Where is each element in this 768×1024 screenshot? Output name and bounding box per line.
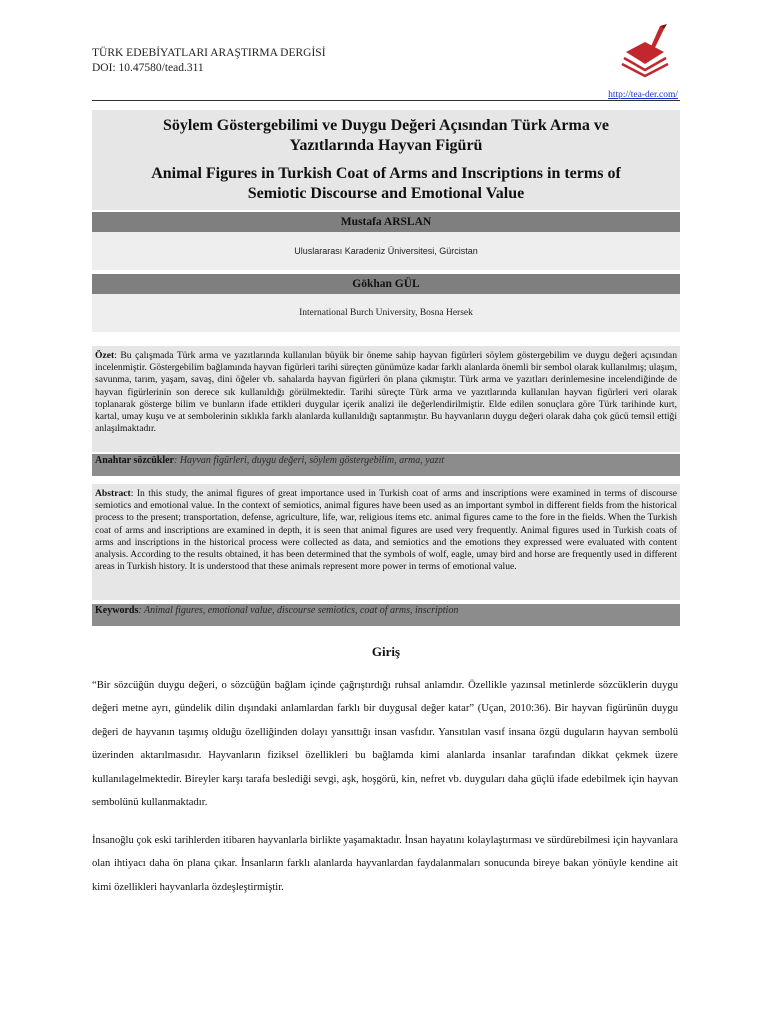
journal-url-link[interactable]: http://tea-der.com/ [608, 90, 678, 100]
ozet-text: : Bu çalışmada Türk arma ve yazıtlarında kullanılan büyük bir öneme sahip hayvan figürleri söylem göstergebilim ve duygu değeri açısından incelenmiştir. Göstergebilim bağlamında hayvan figürleri tarihi süreçten günümüze kadar farklı alanlarda önemli bir sembol olarak kullanılmış; ulaşım, savunma, tarım, yaşam, savaş, dini öğeler vb. sahalarda hayvan figürleri ön plana çıkmıştır. Türk arma ve yazıtları derinlemesine incelendiğinde de hayvan figürlerinin son derece sık kullanıldığı görülmektedir. Tarihi süreçte Türk arma ve yazıtlarında kullanılan hayvan figürleri veri olarak toplanarak gösterge bilim ve bunların ifade ettikleri duygular içerik analizi ile değerlendirilmiştir. Elde edilen sonuçlara göre Türk tarihinde kurt, kartal, umay kuşu ve at sembolerinin sıklıkla farklı alanlarda kullanıldığı saptanmıştır. Bu hayvanların duygu değeri olarak daha çok gücü temsil ettiği anlaşılmaktadır. [95, 350, 677, 435]
anahtar-text: : Hayvan figürleri, duygu değeri, söylem göstergebilim, arma, yazıt [173, 455, 445, 466]
body-paragraph: İnsanoğlu çok eski tarihlerden itibaren hayvanlarla birlikte yaşamaktadır. İnsan hayatını kolaylaştırması ve sürdürebilmesi için hayvanlara olan ihtiyacı daha ön plana çıkar. İnsanların farklı alanlarda hayvanlardan faydalanmaları sonucunda bireye bakan yönüyle kendine ait kimi özellikleri hayvanlarla özdeşleştirmiştir. [92, 835, 678, 893]
title-turkish: Söylem Göstergebilimi ve Duygu Değeri Açısından Türk Arma ve Yazıtlarında Hayvan Figürü [163, 117, 609, 154]
affiliation-prefix: Uluslararası [294, 246, 345, 256]
header-rule [92, 100, 680, 101]
journal-doi: DOI: 10.47580/tead.311 [92, 62, 204, 74]
ozet-block [92, 346, 680, 452]
body-paragraph: “Bir sözcüğün duygu değeri, o sözcüğün bağlam içinde çağrıştırdığı ruhsal anlamdır. Özellikle yazınsal metinlerde sözcüklerin duygu değeri metne ayrı, gündelik dilin dışındaki anlamlardan farklı bir duygusal değer katar” (Uçan, 2010:36). Bir hayvan figürünün duygu değeri de hayvanın taşımış olduğu özelliğinden dolayı yansıttığı insan vasfıdır. Yansıtılan vasıf insana özgü duguların hayvan sembolü üzerinden aktarılmasıdır. Hayvanların fiziksel özellikleri bu bağlamda kimi alanlarda insanlar tarafından dikkat çekmek üzere kullanılagelmektedir. Bireyler karşı tarafa beslediği sevgi, aşk, hoşgörü, kin, nefret vb. duyguları daha güçlü ifade edebilmek için hayvan sembolünü kullanmaktadır. [92, 680, 678, 809]
abstract-block [92, 484, 680, 600]
author-1-name: Mustafa ARSLAN [92, 212, 680, 232]
journal-logo-icon [612, 20, 678, 86]
abstract-text: : In this study, the animal figures of great importance used in Turkish coat of arms and inscriptions were examined in terms of discourse semiotics and emotional value. In the context of semiotics, animal figures have been used as an important symbol in different fields from the historical process to the present; transportation, defense, agriculture, life, war, religious items etc. animal figures came to the fore in the fields. When the Turkish coat of arms and inscriptions are examined in depth, it is seen that animal figures are used very frequently. Animal figures used in Turkish coats of arms and inscriptions in the historical process were collected as data, and semiotics and the emotions they expressed were evaluated with content analysis. According to the results obtained, it has been determined that the symbols of wolf, eagle, umay bird and horse are frequently used in different areas in Turkish history. It is understood that these animals represent more power in terms of emotional value. [95, 488, 677, 573]
abstract-label: Abstract [95, 488, 131, 499]
author-1-affiliation [92, 232, 680, 270]
author-2-affiliation: International Burch University, Bosna Hersek [92, 294, 680, 332]
journal-name: TÜRK EDEBİYATLARI ARAŞTIRMA DERGİSİ [92, 47, 326, 59]
keywords-text: : Animal figures, emotional value, discourse semiotics, coat of arms, inscription [138, 605, 459, 616]
title-block [92, 110, 680, 210]
anahtar-label: Anahtar sözcükler [95, 455, 174, 466]
title-english: Animal Figures in Turkish Coat of Arms and Inscriptions in terms of Semiotic Discourse and Emotional Value [151, 165, 621, 202]
keywords-block [92, 604, 680, 626]
keywords-label: Keywords [95, 605, 139, 616]
affiliation-main: Karadeniz Üniversitesi, Gürcistan [344, 246, 478, 256]
author-2-name: Gökhan GÜL [92, 274, 680, 294]
section-title: Giriş [371, 644, 401, 659]
journal-header [92, 46, 326, 76]
anahtar-block [92, 454, 680, 476]
ozet-label: Özet [95, 350, 115, 361]
